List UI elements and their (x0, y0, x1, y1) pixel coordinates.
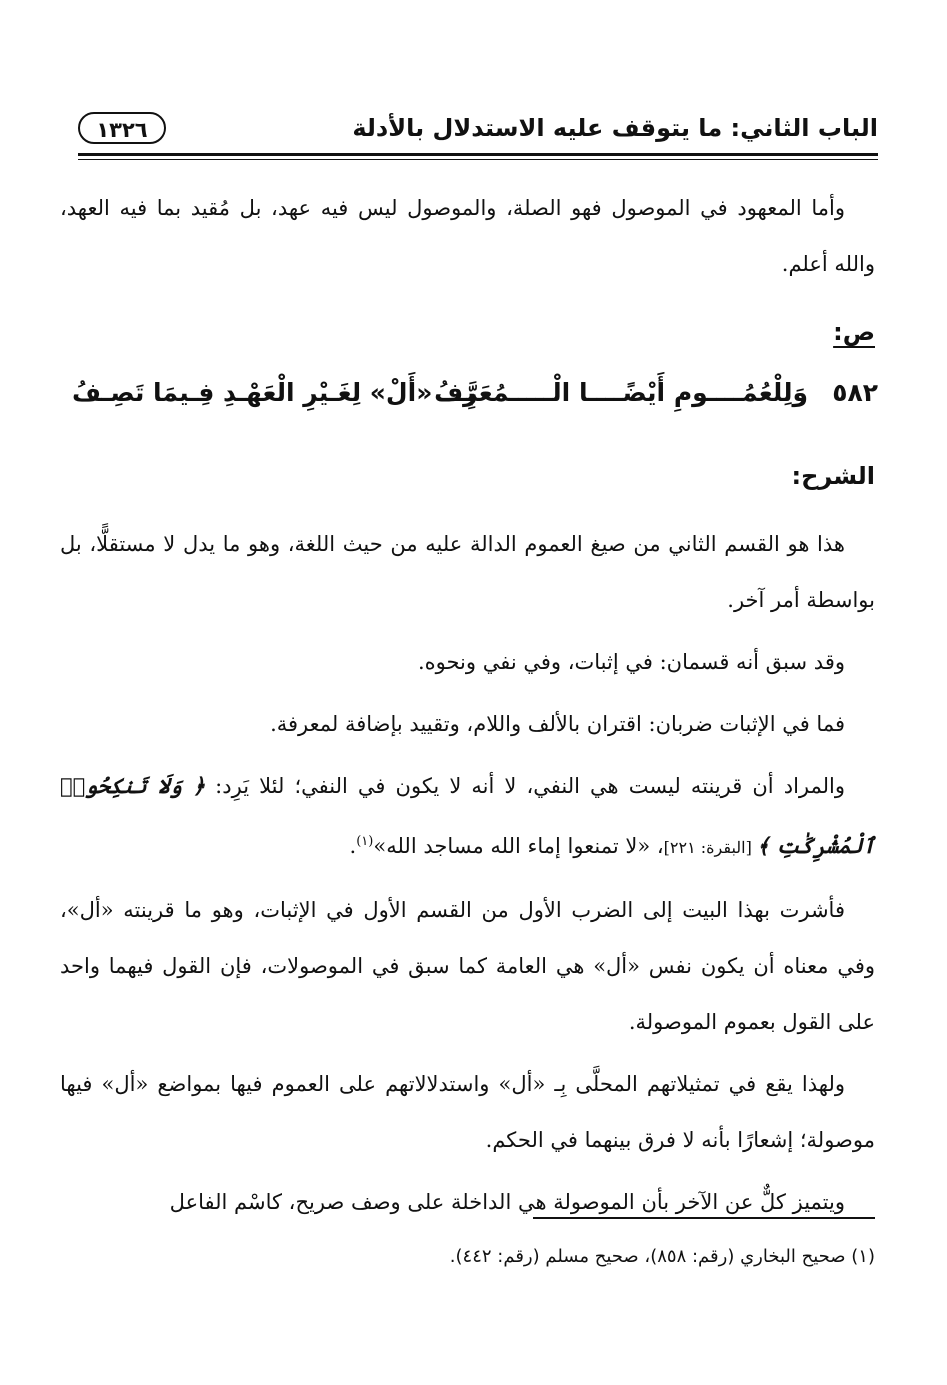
page-number-badge: ١٣٢٦ (78, 112, 166, 144)
quran-verse: ﴿ وَلَا تَنكِحُوا۟ ٱلْمُشْرِكَٰتِ ﴾ (60, 773, 875, 858)
verse-number: ٥٨٢ (832, 378, 878, 407)
verse-second-hemistich: بِـــ «أَلْ» لِغَـيْرِ الْعَهْـدِ فِـيمَا تَصِـفُ (72, 378, 477, 407)
paragraph: ويتميز كلٌّ عن الآخر بأن الموصولة هي الداخلة على وصف صريح، كاسْم الفاعل (169, 1190, 845, 1214)
paragraph: ولهذا يقع في تمثيلاتهم المحلَّى بِـ «أل» واستدلالاتهم على العموم فيها بمواضع «أل» فيها موصولة؛ إشعارًا بأنه لا فرق بينهما في الحكم. (60, 1072, 875, 1152)
chapter-title: الباب الثاني: ما يتوقف عليه الاستدلال بالأدلة (352, 114, 878, 142)
paragraph: فأشرت بهذا البيت إلى الضرب الأول من القسم الأول في الإثبات، وهو ما قرينته «أل»، وفي معناه أن يكون نفس «أل» هي العامة كما سبق في الموصولات، فإن القول فيهما واحد على القول بعموم الموصولة. (60, 898, 875, 1034)
footnote-reference[interactable]: (١) (356, 834, 374, 849)
quran-citation: [البقرة: ٢٢١] (663, 838, 757, 857)
footnote: (١) صحيح البخاري (رقم: ٨٥٨)، صحيح مسلم (رقم: ٤٤٢). (449, 1246, 875, 1267)
paragraph-end: . (349, 834, 357, 858)
paragraph-with-quran (60, 758, 875, 876)
paragraph-text: والمراد أن قرينته ليست هي النفي، لا أنه لا يكون في النفي؛ لئلا يَرِد: (205, 774, 846, 798)
intro-paragraph: وأما المعهود في الموصول فهو الصلة، والموصول ليس فيه عهد، بل مُقيد بما فيه العهد، والله أعلم. (60, 196, 875, 276)
intro-block (60, 180, 875, 292)
paragraph: وقد سبق أنه قسمان: في إثبات، وفي نفي ونحوه. (417, 650, 845, 674)
verse-line (72, 370, 878, 430)
footnote-rule (533, 1217, 875, 1219)
sharh-heading: الشرح: (791, 462, 875, 490)
header-rule-thin (78, 159, 878, 160)
verse-first-hemistich: وَلِلْعُمُــــومِ أَيْضًــــا الْـــــمُعَرَّفُ (434, 378, 808, 407)
matn-heading: ص: (833, 318, 875, 346)
commentary-block (60, 516, 875, 1230)
hadith-text: ، «لا تمنعوا إماء الله مساجد الله» (373, 834, 664, 858)
header-rule (78, 153, 878, 156)
paragraph: هذا هو القسم الثاني من صيغ العموم الدالة عليه من حيث اللغة، وهو ما يدل لا مستقلًّا، بل بواسطة أمر آخر. (60, 532, 875, 612)
paragraph: فما في الإثبات ضربان: اقتران بالألف واللام، وتقييد بإضافة لمعرفة. (270, 712, 845, 736)
